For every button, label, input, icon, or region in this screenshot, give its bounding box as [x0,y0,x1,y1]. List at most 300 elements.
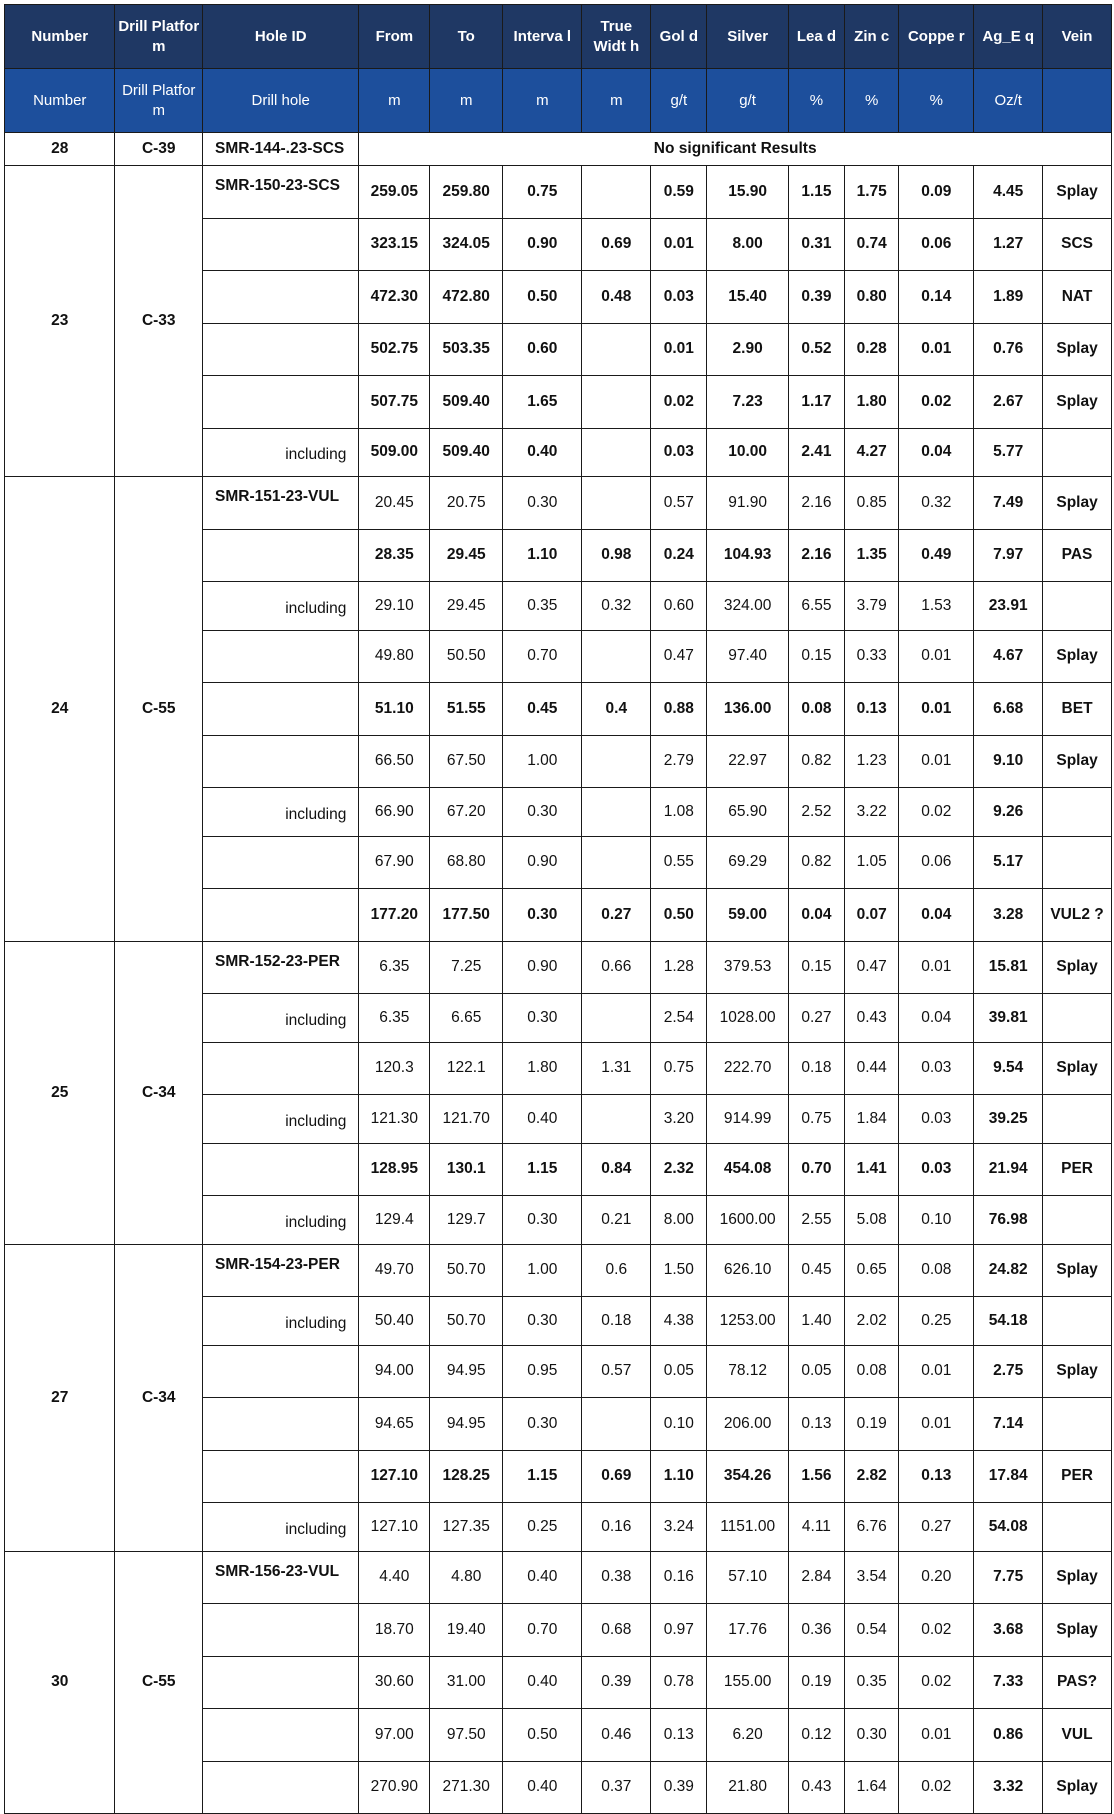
zinc-cell: 0.47 [845,941,899,994]
from-cell: 94.00 [359,1345,430,1398]
zinc-cell: 0.35 [845,1656,899,1709]
silver-cell: 59.00 [707,889,788,942]
ageq-cell: 0.76 [974,323,1043,376]
column-header: Drill Platfor m [115,5,203,69]
to-cell: 50.70 [430,1297,503,1346]
from-cell: 66.90 [359,788,430,837]
zinc-cell: 0.44 [845,1042,899,1095]
copper-cell: 0.10 [899,1196,974,1245]
vein-cell: PER [1043,1143,1112,1196]
silver-cell: 206.00 [707,1398,788,1451]
to-cell: 130.1 [430,1143,503,1196]
including-label: including [203,1095,359,1144]
ageq-cell: 39.81 [974,994,1043,1043]
zinc-cell: 0.08 [845,1345,899,1398]
copper-cell: 0.02 [899,788,974,837]
interval-cell: 0.90 [503,941,582,994]
from-cell: 121.30 [359,1095,430,1144]
interval-cell: 0.30 [503,1196,582,1245]
zinc-cell: 1.75 [845,166,899,219]
true-width-cell: 0.98 [582,529,651,582]
ageq-cell: 5.77 [974,428,1043,477]
table-row [5,1244,1112,1297]
true-width-cell [582,836,651,889]
lead-cell: 0.18 [788,1042,844,1095]
interval-cell: 0.40 [503,1551,582,1604]
from-cell: 270.90 [359,1761,430,1814]
vein-cell: Splay [1043,1604,1112,1657]
interval-cell: 1.65 [503,376,582,429]
from-cell: 29.10 [359,582,430,631]
hole-id-cell [203,836,359,889]
silver-cell: 65.90 [707,788,788,837]
silver-cell: 914.99 [707,1095,788,1144]
zinc-cell: 0.65 [845,1244,899,1297]
gold-cell: 3.20 [651,1095,707,1144]
copper-cell: 0.27 [899,1503,974,1552]
ageq-cell: 9.26 [974,788,1043,837]
gold-cell: 0.39 [651,1761,707,1814]
column-header: From [359,5,430,69]
true-width-cell [582,630,651,683]
vein-cell: Splay [1043,735,1112,788]
zinc-cell: 1.41 [845,1143,899,1196]
hole-id-cell [203,1761,359,1814]
lead-cell: 2.41 [788,428,844,477]
true-width-cell: 0.18 [582,1297,651,1346]
zinc-cell: 1.80 [845,376,899,429]
vein-cell: NAT [1043,271,1112,324]
column-header: Vein [1043,5,1112,69]
gold-cell: 0.59 [651,166,707,219]
from-cell: 50.40 [359,1297,430,1346]
hole-number-cell: 24 [5,477,115,942]
zinc-cell: 0.85 [845,477,899,530]
hole-id-cell [203,1450,359,1503]
interval-cell: 0.75 [503,166,582,219]
copper-cell: 0.14 [899,271,974,324]
zinc-cell: 0.74 [845,218,899,271]
from-cell: 323.15 [359,218,430,271]
zinc-cell: 3.79 [845,582,899,631]
ageq-cell: 1.89 [974,271,1043,324]
copper-cell: 0.01 [899,1398,974,1451]
ageq-cell: 21.94 [974,1143,1043,1196]
interval-cell: 0.70 [503,1604,582,1657]
copper-cell: 0.01 [899,735,974,788]
copper-cell: 0.02 [899,1656,974,1709]
copper-cell: 0.49 [899,529,974,582]
including-label: including [203,582,359,631]
vein-cell: Splay [1043,630,1112,683]
ageq-cell: 7.97 [974,529,1043,582]
silver-cell: 626.10 [707,1244,788,1297]
hole-id-cell: SMR-151-23-VUL [203,477,359,530]
silver-cell: 354.26 [707,1450,788,1503]
table-row [5,1551,1112,1604]
ageq-cell: 3.32 [974,1761,1043,1814]
gold-cell: 2.54 [651,994,707,1043]
true-width-cell: 0.46 [582,1709,651,1762]
hole-id-cell: SMR-156-23-VUL [203,1551,359,1604]
to-cell: 51.55 [430,683,503,736]
true-width-cell: 0.66 [582,941,651,994]
hole-id-cell [203,1656,359,1709]
true-width-cell [582,323,651,376]
silver-cell: 324.00 [707,582,788,631]
copper-cell: 0.04 [899,994,974,1043]
from-cell: 472.30 [359,271,430,324]
column-header: m [582,69,651,133]
vein-cell [1043,428,1112,477]
vein-cell [1043,1196,1112,1245]
vein-cell [1043,1503,1112,1552]
hole-id-cell [203,529,359,582]
lead-cell: 0.27 [788,994,844,1043]
to-cell: 94.95 [430,1345,503,1398]
header-row-units [5,69,1112,133]
silver-cell: 136.00 [707,683,788,736]
ageq-cell: 9.54 [974,1042,1043,1095]
ageq-cell: 0.86 [974,1709,1043,1762]
silver-cell: 15.90 [707,166,788,219]
ageq-cell: 7.14 [974,1398,1043,1451]
hole-id-cell: SMR-154-23-PER [203,1244,359,1297]
gold-cell: 0.02 [651,376,707,429]
from-cell: 66.50 [359,735,430,788]
gold-cell: 0.03 [651,271,707,324]
copper-cell: 0.03 [899,1042,974,1095]
lead-cell: 0.13 [788,1398,844,1451]
from-cell: 128.95 [359,1143,430,1196]
gold-cell: 0.10 [651,1398,707,1451]
drill-results-table [4,4,1112,1814]
to-cell: 29.45 [430,529,503,582]
true-width-cell [582,376,651,429]
hole-id-cell [203,630,359,683]
copper-cell: 0.13 [899,1450,974,1503]
silver-cell: 1253.00 [707,1297,788,1346]
column-header: Silver [707,5,788,69]
ageq-cell: 2.75 [974,1345,1043,1398]
true-width-cell [582,166,651,219]
column-header: To [430,5,503,69]
zinc-cell: 0.19 [845,1398,899,1451]
zinc-cell: 0.07 [845,889,899,942]
table-body [5,133,1112,1814]
copper-cell: 0.01 [899,1345,974,1398]
lead-cell: 1.17 [788,376,844,429]
including-label: including [203,788,359,837]
vein-cell: SCS [1043,218,1112,271]
from-cell: 177.20 [359,889,430,942]
true-width-cell: 0.38 [582,1551,651,1604]
interval-cell: 0.70 [503,630,582,683]
interval-cell: 1.10 [503,529,582,582]
true-width-cell [582,428,651,477]
vein-cell: PAS [1043,529,1112,582]
silver-cell: 155.00 [707,1656,788,1709]
ageq-cell: 4.67 [974,630,1043,683]
hole-id-cell [203,1604,359,1657]
silver-cell: 91.90 [707,477,788,530]
interval-cell: 0.50 [503,1709,582,1762]
vein-cell: BET [1043,683,1112,736]
gold-cell: 0.01 [651,323,707,376]
zinc-cell: 4.27 [845,428,899,477]
zinc-cell: 0.13 [845,683,899,736]
zinc-cell: 5.08 [845,1196,899,1245]
lead-cell: 2.84 [788,1551,844,1604]
from-cell: 502.75 [359,323,430,376]
copper-cell: 0.25 [899,1297,974,1346]
table-row [5,133,1112,166]
hole-id-cell [203,735,359,788]
true-width-cell [582,994,651,1043]
to-cell: 19.40 [430,1604,503,1657]
vein-cell: Splay [1043,941,1112,994]
gold-cell: 0.03 [651,428,707,477]
drill-platform-cell: C-39 [115,133,203,166]
from-cell: 97.00 [359,1709,430,1762]
to-cell: 259.80 [430,166,503,219]
from-cell: 94.65 [359,1398,430,1451]
column-header: Drill Platfor m [115,69,203,133]
interval-cell: 0.40 [503,1656,582,1709]
interval-cell: 0.30 [503,1398,582,1451]
including-label: including [203,1503,359,1552]
lead-cell: 0.05 [788,1345,844,1398]
column-header: % [788,69,844,133]
silver-cell: 1151.00 [707,1503,788,1552]
vein-cell [1043,1095,1112,1144]
column-header: Hole ID [203,5,359,69]
interval-cell: 0.35 [503,582,582,631]
lead-cell: 0.31 [788,218,844,271]
silver-cell: 1028.00 [707,994,788,1043]
hole-id-cell [203,1042,359,1095]
gold-cell: 1.08 [651,788,707,837]
gold-cell: 1.50 [651,1244,707,1297]
column-header: % [899,69,974,133]
to-cell: 129.7 [430,1196,503,1245]
true-width-cell: 0.39 [582,1656,651,1709]
copper-cell: 0.03 [899,1095,974,1144]
including-label: including [203,1196,359,1245]
zinc-cell: 1.23 [845,735,899,788]
zinc-cell: 0.28 [845,323,899,376]
vein-cell: VUL2 ? [1043,889,1112,942]
true-width-cell: 0.4 [582,683,651,736]
true-width-cell: 0.37 [582,1761,651,1814]
copper-cell: 0.01 [899,1709,974,1762]
lead-cell: 2.16 [788,529,844,582]
ageq-cell: 39.25 [974,1095,1043,1144]
lead-cell: 0.36 [788,1604,844,1657]
hole-number-cell: 30 [5,1551,115,1814]
to-cell: 97.50 [430,1709,503,1762]
zinc-cell: 3.54 [845,1551,899,1604]
ageq-cell: 76.98 [974,1196,1043,1245]
column-header: Oz/t [974,69,1043,133]
from-cell: 259.05 [359,166,430,219]
from-cell: 509.00 [359,428,430,477]
true-width-cell [582,477,651,530]
column-header: m [503,69,582,133]
column-header: Ag_E q [974,5,1043,69]
to-cell: 50.50 [430,630,503,683]
vein-cell [1043,788,1112,837]
lead-cell: 0.75 [788,1095,844,1144]
lead-cell: 0.82 [788,735,844,788]
hole-id-cell [203,683,359,736]
lead-cell: 4.11 [788,1503,844,1552]
column-header: Interva l [503,5,582,69]
true-width-cell: 0.69 [582,218,651,271]
to-cell: 503.35 [430,323,503,376]
column-header: Number [5,69,115,133]
to-cell: 271.30 [430,1761,503,1814]
hole-id-cell: SMR-152-23-PER [203,941,359,994]
ageq-cell: 15.81 [974,941,1043,994]
gold-cell: 0.60 [651,582,707,631]
true-width-cell: 0.68 [582,1604,651,1657]
ageq-cell: 54.18 [974,1297,1043,1346]
to-cell: 122.1 [430,1042,503,1095]
column-header: Coppe r [899,5,974,69]
silver-cell: 1600.00 [707,1196,788,1245]
interval-cell: 0.40 [503,1761,582,1814]
including-label: including [203,994,359,1043]
lead-cell: 1.15 [788,166,844,219]
vein-cell [1043,1398,1112,1451]
ageq-cell: 1.27 [974,218,1043,271]
zinc-cell: 0.30 [845,1709,899,1762]
hole-id-cell [203,1709,359,1762]
lead-cell: 0.04 [788,889,844,942]
interval-cell: 0.30 [503,477,582,530]
to-cell: 177.50 [430,889,503,942]
from-cell: 6.35 [359,941,430,994]
table-row [5,477,1112,530]
interval-cell: 0.25 [503,1503,582,1552]
silver-cell: 69.29 [707,836,788,889]
copper-cell: 0.03 [899,1143,974,1196]
vein-cell: Splay [1043,477,1112,530]
vein-cell [1043,1297,1112,1346]
vein-cell: Splay [1043,166,1112,219]
interval-cell: 0.45 [503,683,582,736]
gold-cell: 0.55 [651,836,707,889]
ageq-cell: 7.75 [974,1551,1043,1604]
zinc-cell: 1.05 [845,836,899,889]
interval-cell: 0.40 [503,428,582,477]
hole-id-cell [203,218,359,271]
gold-cell: 0.47 [651,630,707,683]
hole-number-cell: 25 [5,941,115,1244]
copper-cell: 0.08 [899,1244,974,1297]
hole-id-cell [203,323,359,376]
gold-cell: 0.88 [651,683,707,736]
vein-cell [1043,994,1112,1043]
to-cell: 94.95 [430,1398,503,1451]
hole-id-cell [203,271,359,324]
gold-cell: 2.79 [651,735,707,788]
ageq-cell: 3.28 [974,889,1043,942]
from-cell: 20.45 [359,477,430,530]
true-width-cell: 0.21 [582,1196,651,1245]
column-header: Lea d [788,5,844,69]
gold-cell: 0.16 [651,1551,707,1604]
silver-cell: 10.00 [707,428,788,477]
vein-cell: Splay [1043,1551,1112,1604]
ageq-cell: 24.82 [974,1244,1043,1297]
column-header: Gol d [651,5,707,69]
from-cell: 49.70 [359,1244,430,1297]
from-cell: 127.10 [359,1503,430,1552]
to-cell: 31.00 [430,1656,503,1709]
interval-cell: 0.90 [503,836,582,889]
ageq-cell: 7.49 [974,477,1043,530]
vein-cell [1043,582,1112,631]
lead-cell: 0.19 [788,1656,844,1709]
vein-cell: PER [1043,1450,1112,1503]
hole-id-cell [203,1143,359,1196]
hole-number-cell: 23 [5,166,115,477]
drill-platform-cell: C-33 [115,166,203,477]
gold-cell: 8.00 [651,1196,707,1245]
interval-cell: 0.30 [503,1297,582,1346]
silver-cell: 97.40 [707,630,788,683]
hole-id-cell [203,1398,359,1451]
lead-cell: 0.70 [788,1143,844,1196]
from-cell: 120.3 [359,1042,430,1095]
no-results-cell: No significant Results [359,133,1112,166]
to-cell: 509.40 [430,376,503,429]
hole-id-cell [203,376,359,429]
true-width-cell: 0.84 [582,1143,651,1196]
copper-cell: 0.04 [899,889,974,942]
to-cell: 67.20 [430,788,503,837]
silver-cell: 21.80 [707,1761,788,1814]
from-cell: 127.10 [359,1450,430,1503]
ageq-cell: 54.08 [974,1503,1043,1552]
lead-cell: 0.82 [788,836,844,889]
ageq-cell: 3.68 [974,1604,1043,1657]
ageq-cell: 5.17 [974,836,1043,889]
vein-cell: Splay [1043,1761,1112,1814]
zinc-cell: 1.35 [845,529,899,582]
ageq-cell: 17.84 [974,1450,1043,1503]
column-header: m [359,69,430,133]
true-width-cell: 1.31 [582,1042,651,1095]
to-cell: 121.70 [430,1095,503,1144]
gold-cell: 0.01 [651,218,707,271]
true-width-cell: 0.57 [582,1345,651,1398]
ageq-cell: 4.45 [974,166,1043,219]
interval-cell: 1.00 [503,735,582,788]
gold-cell: 2.32 [651,1143,707,1196]
silver-cell: 15.40 [707,271,788,324]
from-cell: 129.4 [359,1196,430,1245]
copper-cell: 0.01 [899,683,974,736]
including-label: including [203,1297,359,1346]
copper-cell: 0.04 [899,428,974,477]
to-cell: 50.70 [430,1244,503,1297]
lead-cell: 2.16 [788,477,844,530]
from-cell: 67.90 [359,836,430,889]
silver-cell: 17.76 [707,1604,788,1657]
